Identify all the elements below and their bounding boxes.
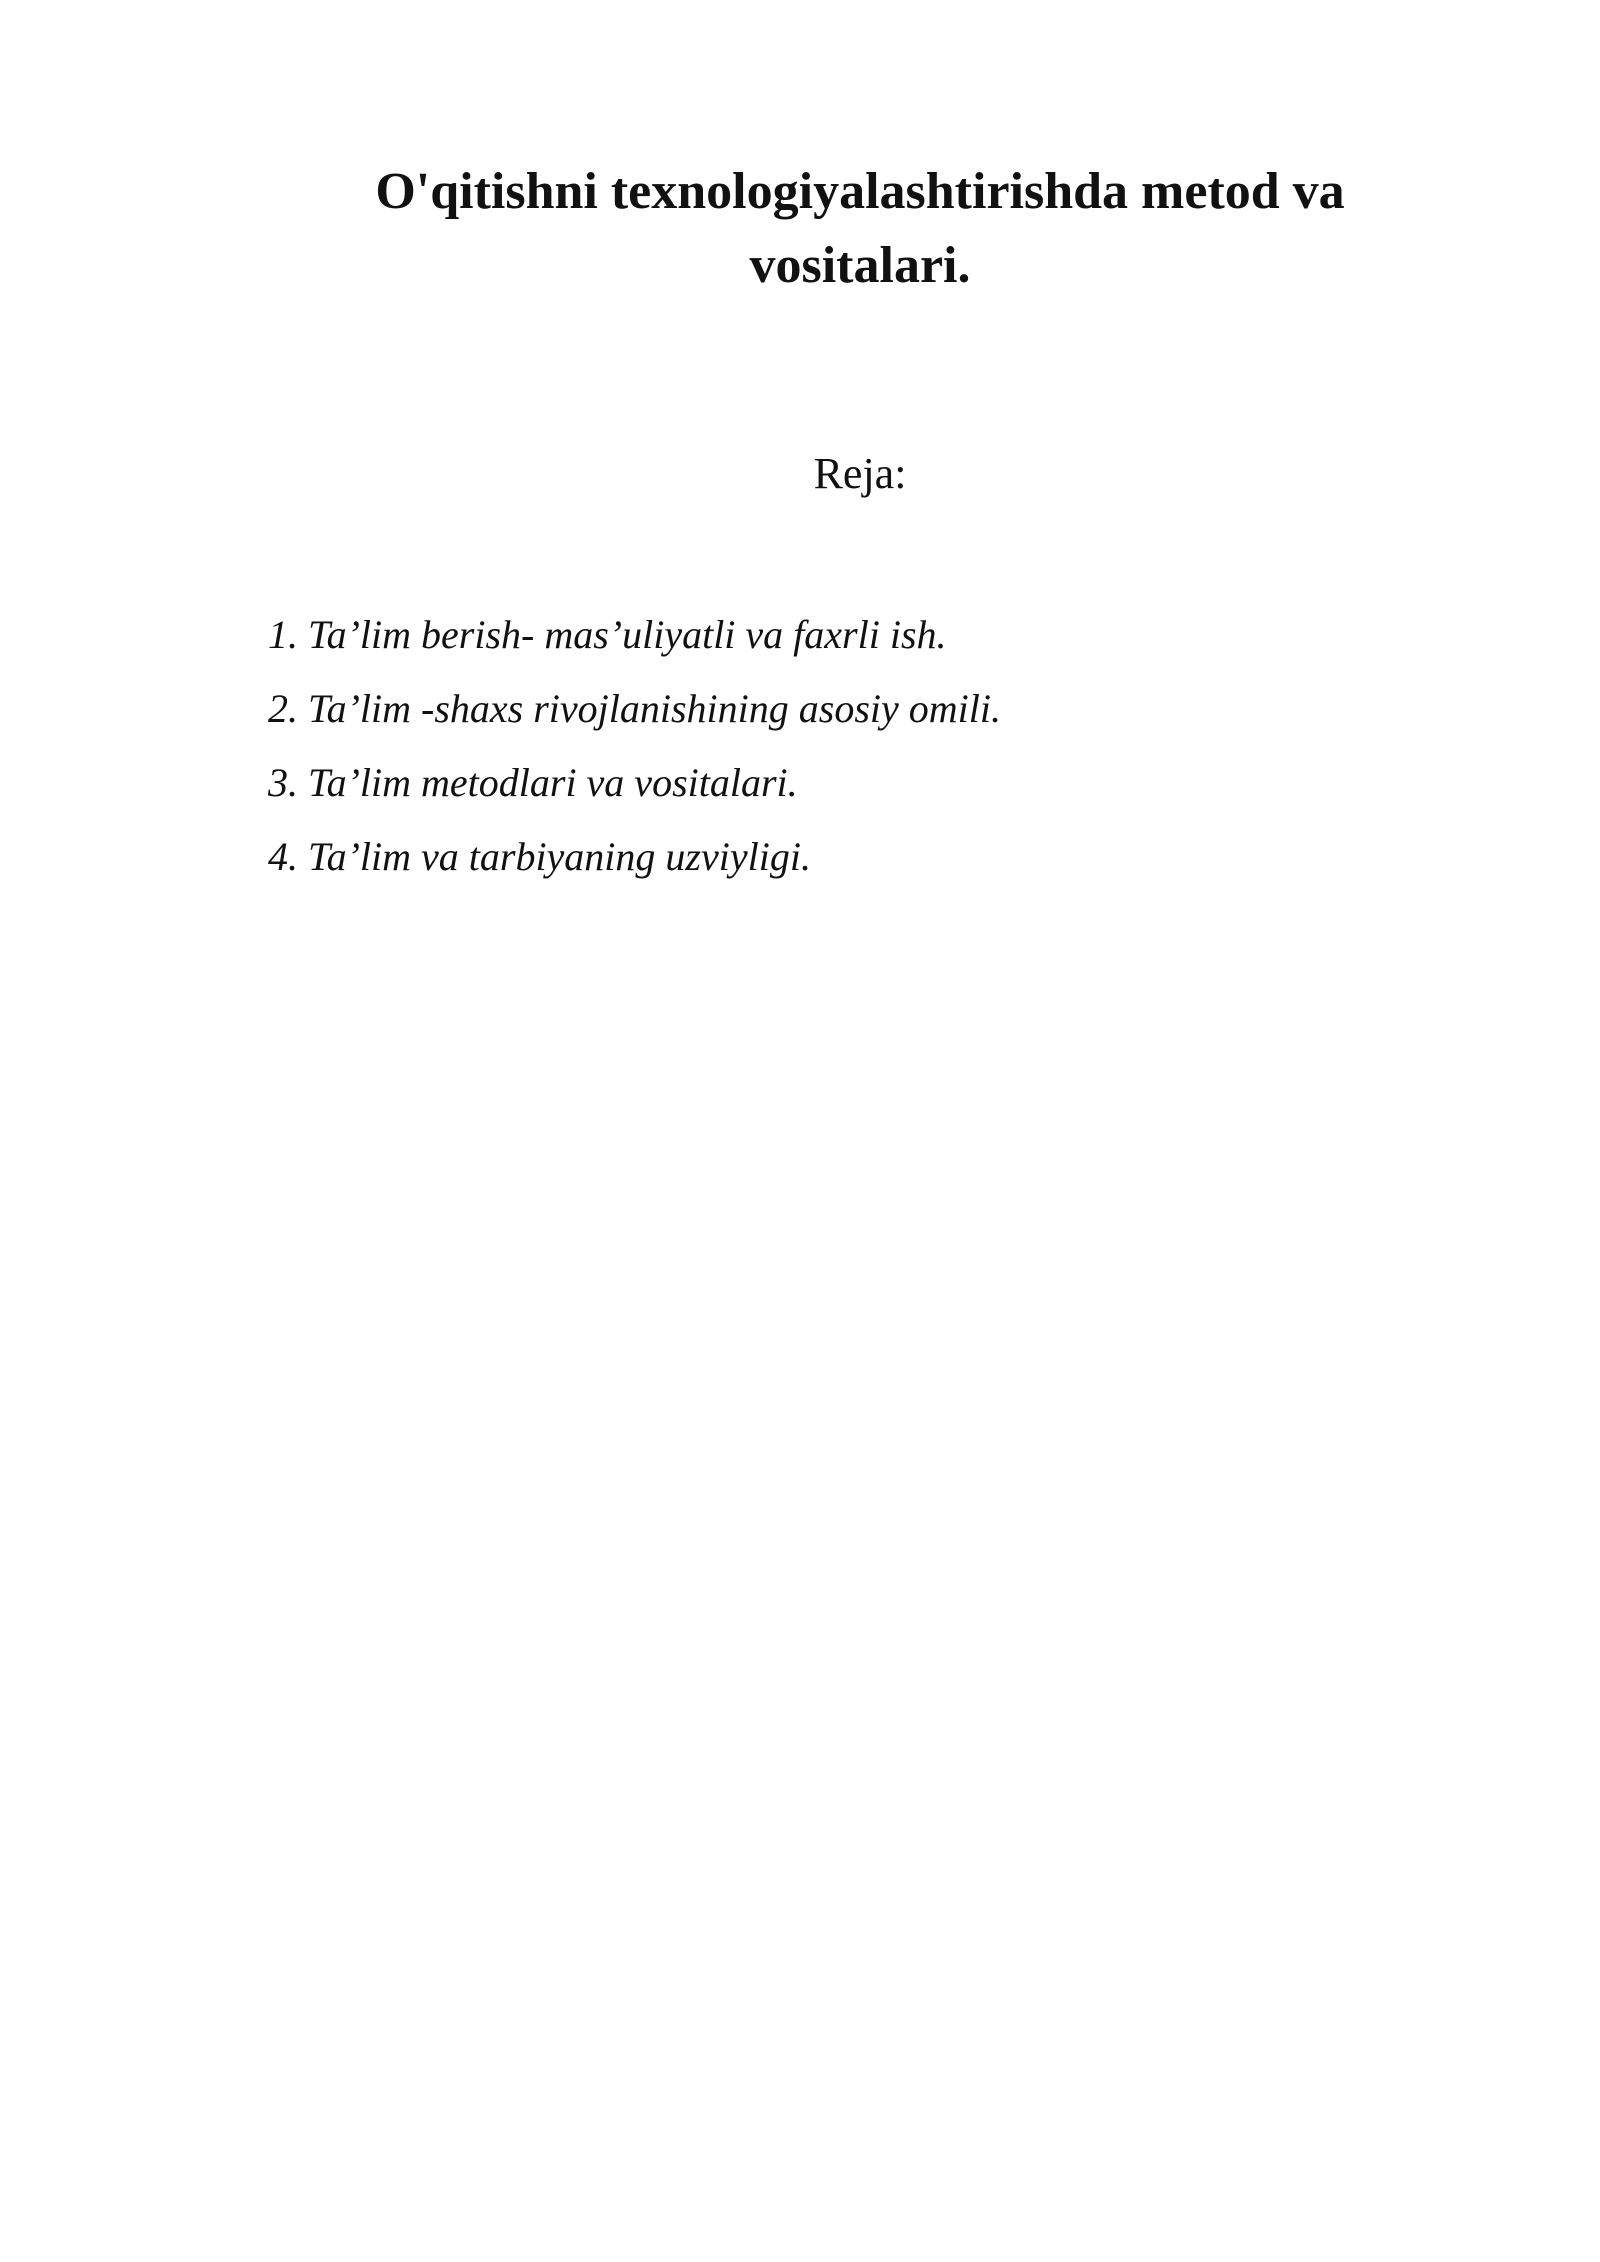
plan-item-number: 3. <box>268 760 298 805</box>
plan-item <box>268 820 1001 894</box>
plan-item-number: 1. <box>268 612 298 657</box>
plan-item-number: 4. <box>268 834 298 879</box>
plan-heading: Reja: <box>813 449 907 498</box>
plan-list <box>268 598 1001 894</box>
plan-item-text: Ta’lim metodlari va vositalari. <box>308 760 798 805</box>
plan-item-text: Ta’lim va tarbiyaning uzviyligi. <box>308 834 811 879</box>
plan-item <box>268 746 1001 820</box>
document-title: O'qitishni texnologiyalashtirishda metod va vositalari. <box>375 163 1345 294</box>
plan-item-number: 2. <box>268 686 298 731</box>
plan-item-text: Ta’lim -shaxs rivojlanishining asosiy omili. <box>308 686 1002 731</box>
plan-item <box>268 672 1001 746</box>
plan-item-text: Ta’lim berish- mas’uliyatli va faxrli ish. <box>308 612 947 657</box>
plan-item <box>268 598 1001 672</box>
